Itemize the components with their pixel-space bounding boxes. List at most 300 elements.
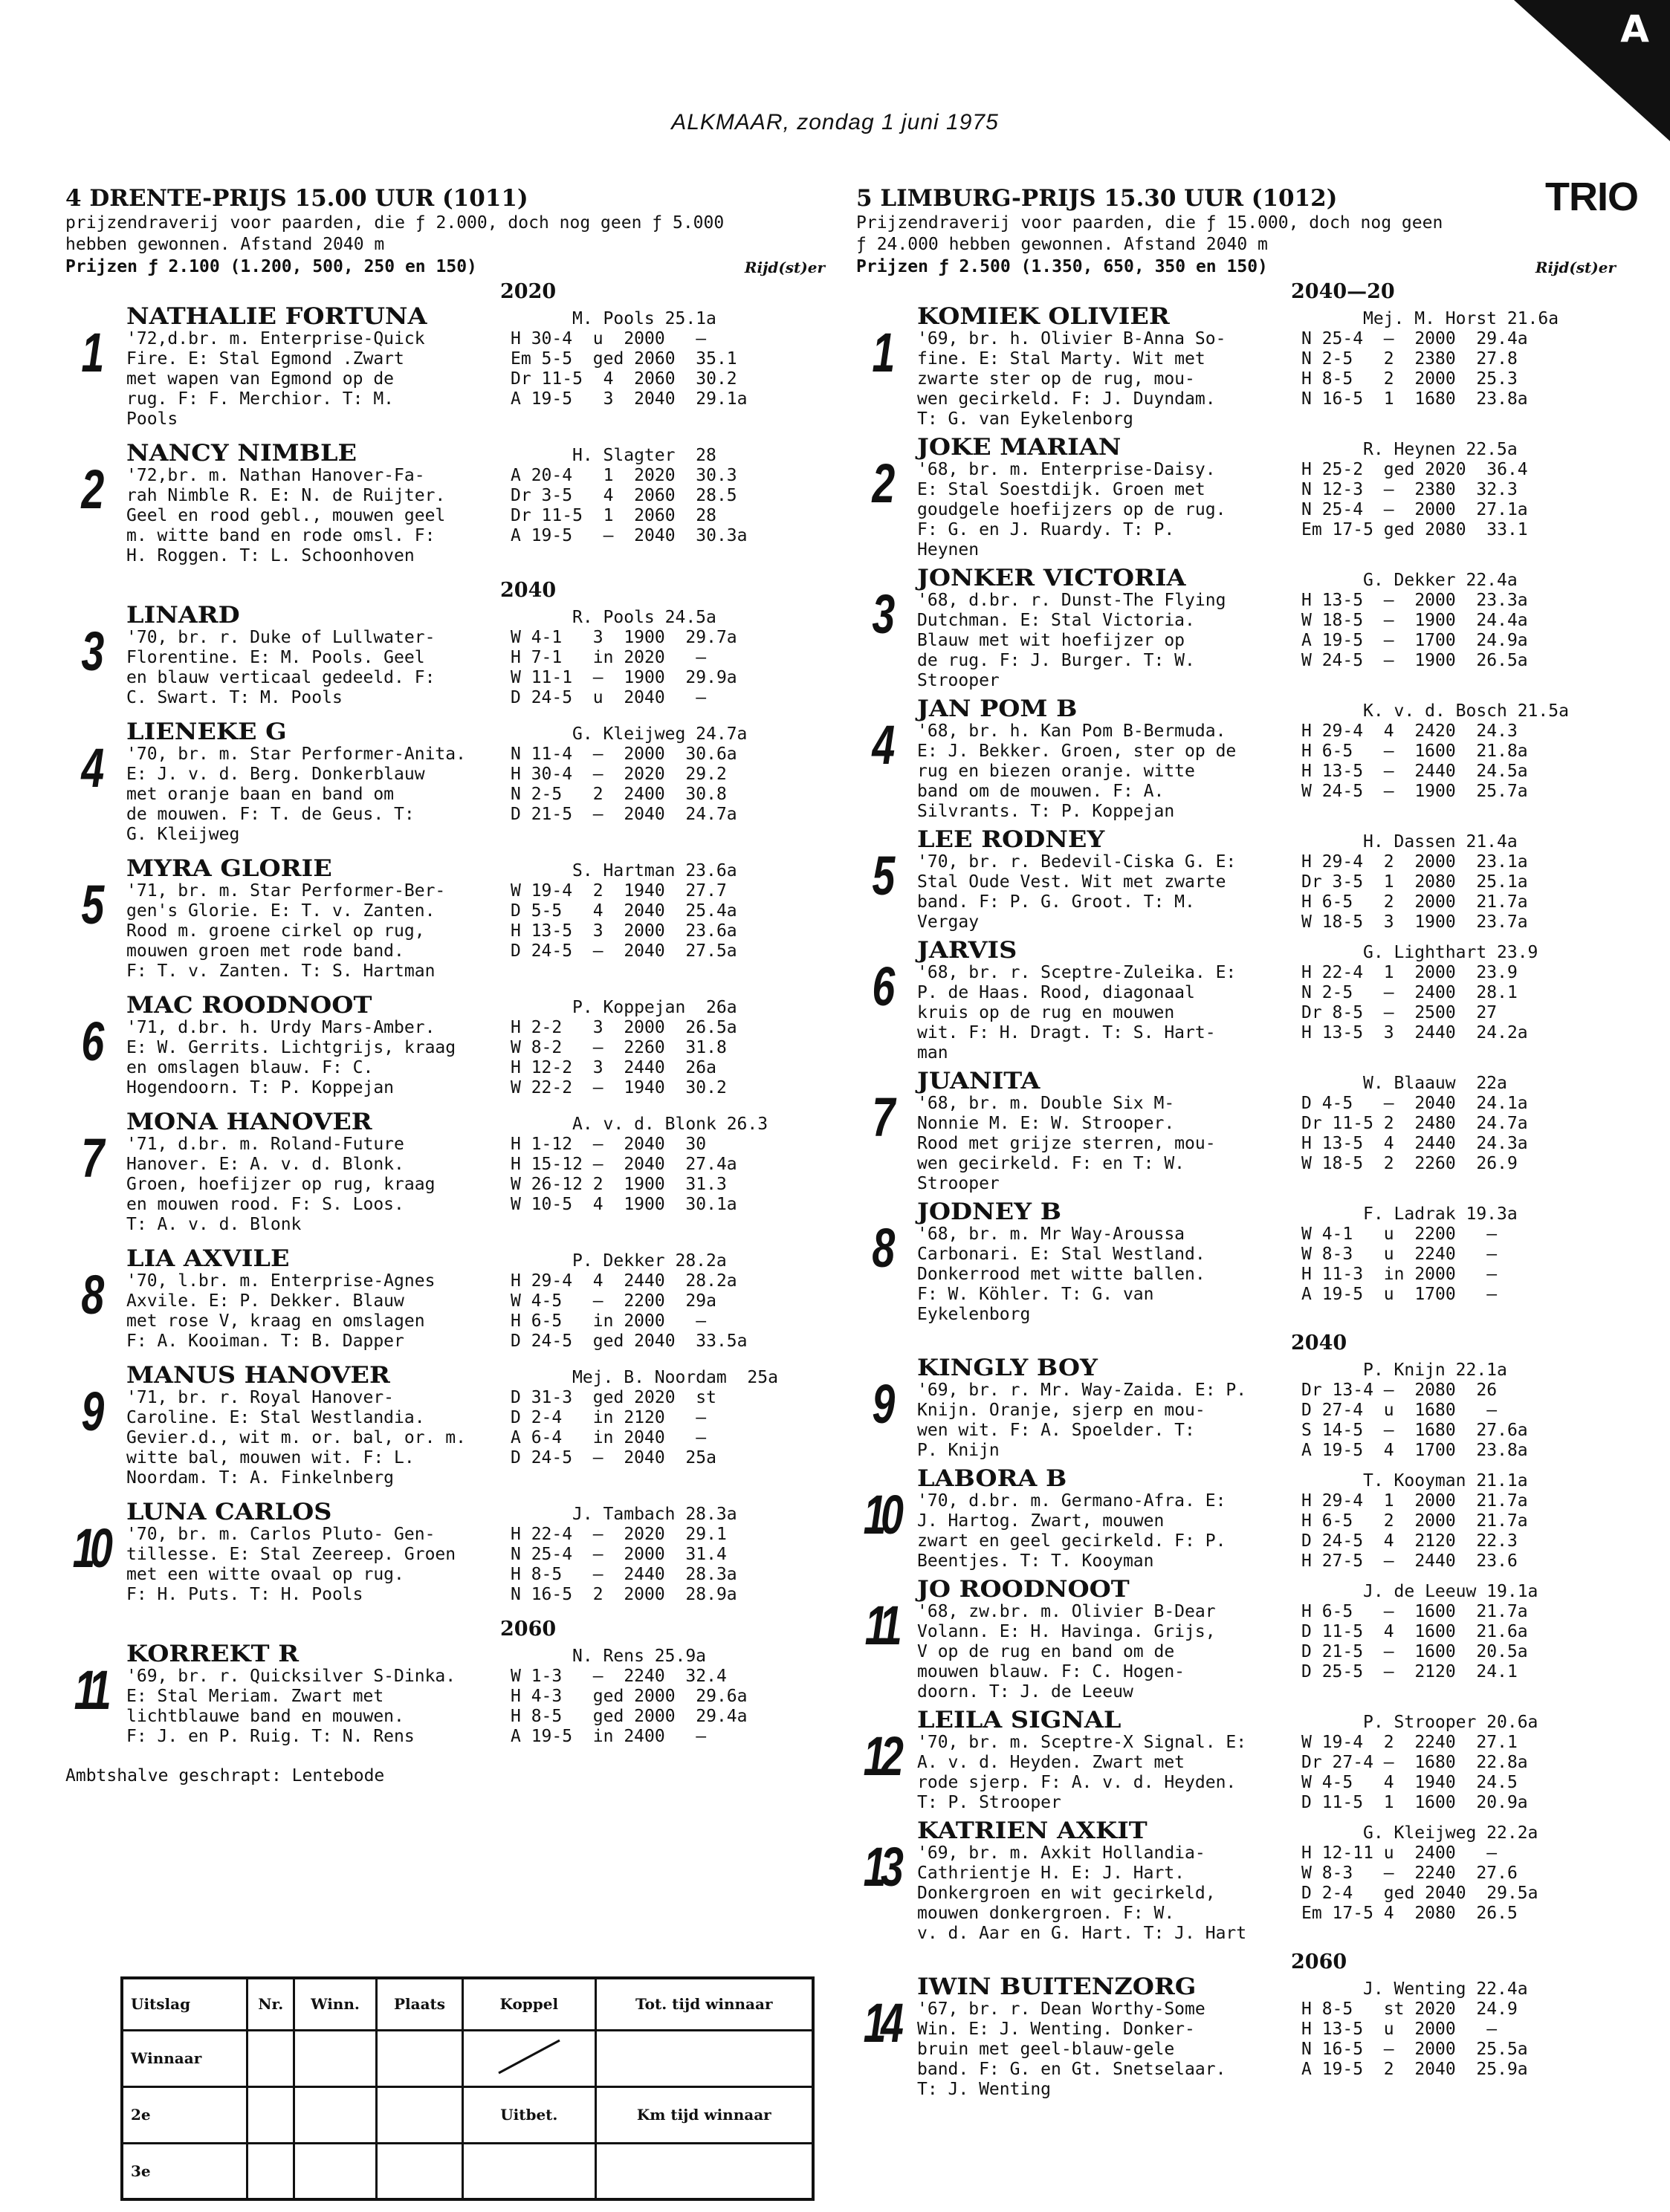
entry-number: 13: [863, 1836, 899, 1898]
description-line: '71, d.br. m. Roland-Future: [126, 1135, 404, 1154]
race-conditions: Prijzendraverij voor paarden, die ƒ 15.000, doch nog geen: [856, 213, 1443, 233]
description-line: E: W. Gerrits. Lichtgrijs, kraag: [126, 1038, 456, 1057]
description-line: F: G. en J. Ruardy. T: P.: [917, 520, 1175, 539]
horse-entry: [856, 1708, 1629, 1819]
description-line: '69, br. h. Olivier B-Anna So-: [917, 329, 1226, 348]
recent-form: [511, 745, 737, 845]
description-line: '70, br. r. Duke of Lullwater-: [126, 628, 436, 647]
horse-name: IWIN BUITENZORG: [917, 1973, 1197, 2000]
form-line: H 29-4 1 2000 21.7a: [1301, 1491, 1528, 1511]
form-line: N 2-5 2 2380 27.8: [1301, 349, 1518, 369]
description-line: Vergay: [917, 912, 980, 932]
trio-label: TRIO: [1545, 175, 1638, 219]
horse-description: [917, 963, 1301, 1063]
result-row-3e: 3e: [122, 2143, 247, 2199]
form-line: D 4-5 — 2040 24.1a: [1301, 1094, 1528, 1113]
result-header-plaats: Plaats: [376, 1978, 462, 2030]
form-line: N 11-4 — 2000 30.6a: [511, 745, 737, 764]
recent-form: [511, 628, 737, 708]
horse-description: [126, 1135, 511, 1235]
horse-entry: [65, 1247, 838, 1363]
form-line: H 13-5 — 2440 24.5a: [1301, 762, 1528, 781]
horse-description: [917, 1225, 1301, 1325]
horse-description: [917, 591, 1301, 691]
prize-row: [856, 256, 1629, 279]
horse-body: [917, 1094, 1629, 1194]
entry-number: 6: [872, 956, 890, 1017]
form-line: D 27-4 u 1680 —: [1301, 1401, 1498, 1420]
result-header-tot-tijd: Tot. tijd winnaar: [595, 1978, 813, 2030]
horse-name: KINGLY BOY: [917, 1355, 1098, 1381]
description-line: man: [917, 1043, 948, 1063]
horse-header: [917, 1819, 1629, 1843]
description-line: gen's Glorie. E: T. v. Zanten.: [126, 901, 436, 921]
driver-name: P. Strooper 20.6a: [1363, 1713, 1538, 1732]
race-conditions: prijzendraverij voor paarden, die ƒ 2.000, doch nog geen ƒ 5.000: [65, 213, 725, 233]
horse-body: [917, 852, 1629, 933]
form-line: H 8-5 — 2440 28.3a: [511, 1565, 737, 1584]
form-line: Dr 3-5 4 2060 28.5: [511, 486, 737, 505]
description-line: zwarte ster op de rug, mou-: [917, 369, 1195, 389]
horse-header: [917, 828, 1629, 852]
description-line: '70, br. r. Bedevil-Ciska G. E:: [917, 852, 1237, 872]
form-line: H 4-3 ged 2000 29.6a: [511, 1687, 748, 1706]
form-line: A 19-5 2 2040 25.9a: [1301, 2060, 1528, 2079]
form-line: A 19-5 4 1700 23.8a: [1301, 1441, 1528, 1460]
horse-description: [126, 1388, 511, 1488]
horse-header: [917, 1577, 1629, 1602]
form-line: H 8-5 st 2020 24.9: [1301, 1999, 1518, 2019]
horse-header: [126, 857, 838, 881]
horse-body: [917, 1843, 1629, 1944]
horse-header: [917, 1069, 1629, 1094]
form-line: N 25-4 — 2000 27.1a: [1301, 500, 1528, 519]
form-line: D 24-5 — 2040 25a: [511, 1448, 716, 1467]
horse-header: [917, 697, 1629, 721]
form-line: W 4-1 u 2200 —: [1301, 1225, 1498, 1244]
description-line: Carbonari. E: Stal Westland.: [917, 1245, 1205, 1264]
driver-name: J. de Leeuw 19.1a: [1363, 1582, 1538, 1601]
horse-name: JO ROODNOOT: [917, 1576, 1130, 1603]
description-line: P. Knijn: [917, 1441, 1000, 1460]
recent-form: [1301, 1491, 1528, 1572]
prize-row: [65, 256, 838, 279]
horse-header: [126, 1363, 838, 1388]
slash-mark: [488, 2034, 570, 2079]
horse-body: [126, 628, 838, 708]
horse-body: [126, 1135, 838, 1235]
horse-header: [126, 1642, 838, 1667]
form-line: H 6-5 2 2000 21.7a: [1301, 1511, 1528, 1531]
horse-entry: [856, 1200, 1629, 1331]
description-line: '68, br. r. Sceptre-Zuleika. E:: [917, 963, 1237, 982]
recent-form: [1301, 460, 1528, 560]
horse-description: [917, 329, 1301, 429]
description-line: band. F: P. G. Groot. T: M.: [917, 892, 1195, 912]
form-line: W 8-2 — 2260 31.8: [511, 1038, 727, 1057]
description-line: mouwen donkergroen. F: W.: [917, 1904, 1175, 1923]
result-cell[interactable]: [247, 2086, 294, 2143]
horse-body: [917, 1733, 1629, 1813]
result-cell[interactable]: [247, 2143, 294, 2199]
horse-body: [126, 1388, 838, 1488]
form-line: H 13-5 3 2000 23.6a: [511, 921, 737, 941]
driver-name: Mej. B. Noordam 25a: [572, 1368, 778, 1387]
horse-name: JONKER VICTORIA: [917, 565, 1186, 591]
driver-name: P. Koppejan 26a: [572, 998, 737, 1017]
distance-group-label: 2020: [500, 280, 557, 303]
description-line: F: T. v. Zanten. T: S. Hartman: [126, 961, 436, 981]
recent-form: [1301, 1381, 1528, 1461]
horse-body: [917, 329, 1629, 429]
horse-entry: [856, 1819, 1629, 1950]
description-line: m. witte band en rode omsl. F:: [126, 526, 436, 545]
horse-description: [917, 1381, 1301, 1461]
koppel-slash-cell: [463, 2030, 596, 2086]
description-line: Donkerrood met witte ballen.: [917, 1265, 1205, 1284]
result-cell[interactable]: [376, 2030, 462, 2086]
description-line: met wapen van Egmond op de: [126, 369, 395, 389]
rider-header: Rijd(st)er: [744, 259, 825, 276]
race-prizes: Prijzen ƒ 2.100 (1.200, 500, 250 en 150): [65, 257, 477, 276]
form-line: H 25-2 ged 2020 36.4: [1301, 460, 1528, 479]
form-line: N 2-5 2 2400 30.8: [511, 785, 727, 804]
horse-body: [917, 721, 1629, 822]
description-line: Caroline. E: Stal Westlandia.: [126, 1408, 425, 1427]
form-line: H 8-5 2 2000 25.3: [1301, 369, 1518, 389]
description-line: wen wit. F: A. Spoelder. T:: [917, 1421, 1195, 1440]
driver-name: M. Pools 25.1a: [572, 309, 716, 328]
form-line: A 19-5 — 2040 30.3a: [511, 526, 748, 545]
description-line: band om de mouwen. F: A.: [917, 782, 1165, 801]
result-cell[interactable]: [247, 2030, 294, 2086]
driver-name: R. Pools 24.5a: [572, 608, 716, 627]
result-cell[interactable]: [294, 2030, 376, 2086]
recent-form: [1301, 1999, 1528, 2100]
form-line: D 21-5 — 2040 24.7a: [511, 805, 737, 824]
form-line: H 29-4 4 2420 24.3: [1301, 721, 1518, 741]
form-line: D 11-5 1 1600 20.9a: [1301, 1793, 1528, 1812]
form-line: H 13-5 — 2000 23.3a: [1301, 591, 1528, 610]
recent-form: [511, 881, 737, 982]
description-line: '72,d.br. m. Enterprise-Quick: [126, 329, 425, 348]
description-line: Hogendoorn. T: P. Koppejan: [126, 1078, 395, 1097]
description-line: Gevier.d., wit m. or. bal, or. m.: [126, 1428, 466, 1447]
description-line: '68, d.br. r. Dunst-The Flying: [917, 591, 1226, 610]
driver-name: G. Lighthart 23.9: [1363, 943, 1538, 962]
horse-name: JODNEY B: [917, 1199, 1062, 1225]
horse-name: KATRIEN AXKIT: [917, 1817, 1148, 1844]
horse-entry: [856, 1975, 1629, 2106]
description-line: Geel en rood gebl., mouwen geel: [126, 506, 446, 525]
form-line: D 25-5 — 2120 24.1: [1301, 1662, 1518, 1681]
horse-header: [126, 1247, 838, 1271]
form-line: D 31-3 ged 2020 st: [511, 1388, 716, 1407]
horse-header: [126, 993, 838, 1018]
horse-name: LIENEKE G: [126, 719, 287, 745]
form-line: W 18-5 3 1900 23.7a: [1301, 912, 1528, 932]
horse-name: NANCY NIMBLE: [126, 440, 357, 467]
result-cell[interactable]: [595, 2030, 813, 2086]
description-line: Fire. E: Stal Egmond .Zwart: [126, 349, 404, 369]
horse-body: [126, 466, 838, 566]
horse-name: LEE RODNEY: [917, 826, 1105, 853]
distance-group-label: 2040: [1291, 1332, 1347, 1355]
description-line: T: P. Strooper: [917, 1793, 1061, 1812]
description-line: witte bal, mouwen wit. F: L.: [126, 1448, 415, 1467]
horse-entry: [65, 720, 838, 857]
horse-header: [126, 441, 838, 466]
form-line: W 4-5 — 2200 29a: [511, 1291, 716, 1311]
description-line: lichtblauwe band en mouwen.: [126, 1707, 404, 1726]
horse-entry: [65, 1363, 838, 1500]
horse-header: [126, 1110, 838, 1135]
form-line: H 13-5 u 2000 —: [1301, 2020, 1498, 2039]
description-line: T: J. Wenting: [917, 2080, 1052, 2099]
description-line: Hanover. E: A. v. d. Blonk.: [126, 1155, 404, 1174]
form-line: D 2-4 ged 2040 29.5a: [1301, 1884, 1538, 1903]
driver-name: W. Blaauw 22a: [1363, 1074, 1507, 1093]
horse-name: JOKE MARIAN: [917, 434, 1122, 461]
form-line: W 19-4 2 2240 27.1: [1301, 1733, 1518, 1752]
form-line: H 13-5 3 2440 24.2a: [1301, 1023, 1528, 1042]
description-line: wen gecirkeld. F: J. Duyndam.: [917, 389, 1216, 409]
description-line: Florentine. E: M. Pools. Geel: [126, 648, 425, 667]
horse-entry: [856, 305, 1629, 435]
horse-description: [917, 1602, 1301, 1702]
description-line: rah Nimble R. E: N. de Ruijter.: [126, 486, 446, 505]
recent-form: [1301, 1843, 1538, 1944]
driver-name: P. Knijn 22.1a: [1363, 1360, 1507, 1380]
form-line: N 16-5 1 1680 23.8a: [1301, 389, 1528, 409]
description-line: rug. F: F. Merchior. T: M.: [126, 389, 395, 409]
form-line: W 22-2 — 1940 30.2: [511, 1078, 727, 1097]
entry-number: 8: [81, 1264, 99, 1326]
form-line: H 15-12 — 2040 27.4a: [511, 1155, 737, 1174]
result-cell[interactable]: [595, 2143, 813, 2199]
driver-name: F. Ladrak 19.3a: [1363, 1204, 1518, 1224]
description-line: zwart en geel gecirkeld. F: P.: [917, 1531, 1226, 1551]
entry-number: 2: [81, 458, 99, 520]
result-cell[interactable]: [463, 2143, 596, 2199]
horse-body: [917, 1225, 1629, 1325]
horse-description: [917, 1733, 1301, 1813]
entry-number: 1: [81, 322, 99, 383]
description-line: band. F: G. en Gt. Snetselaar.: [917, 2060, 1226, 2079]
description-line: goudgele hoefijzers op de rug.: [917, 500, 1226, 519]
horse-header: [917, 435, 1629, 460]
horse-description: [917, 1094, 1301, 1194]
description-line: Eykelenborg: [917, 1305, 1031, 1324]
horse-entry: [65, 1642, 838, 1759]
rider-header: Rijd(st)er: [1535, 259, 1616, 276]
horse-body: [126, 1271, 838, 1352]
horse-entry: [65, 305, 838, 441]
driver-name: S. Hartman 23.6a: [572, 861, 737, 880]
description-line: en mouwen rood. F: S. Loos.: [126, 1195, 404, 1214]
description-line: A. v. d. Heyden. Zwart met: [917, 1753, 1185, 1772]
horse-name: MYRA GLORIE: [126, 855, 332, 882]
driver-name: H. Slagter 28: [572, 446, 716, 465]
description-line: T: G. van Eykelenborg: [917, 409, 1133, 429]
horse-entry: [856, 1577, 1629, 1708]
driver-name: A. v. d. Blonk 26.3: [572, 1115, 768, 1134]
description-line: Pools: [126, 409, 178, 429]
description-line: E: J. Bekker. Groen, ster op de: [917, 742, 1237, 761]
form-line: H 22-4 — 2020 29.1: [511, 1525, 727, 1544]
horse-name: JAN POM B: [917, 695, 1078, 722]
description-line: met oranje baan en band om: [126, 785, 395, 804]
description-line: Groen, hoefijzer op rug, kraag: [126, 1175, 436, 1194]
entry-number: 14: [863, 1992, 899, 2054]
race-5: [856, 175, 1638, 2106]
description-line: '68, zw.br. m. Olivier B-Dear: [917, 1602, 1216, 1621]
result-cell[interactable]: [294, 2086, 376, 2143]
corner-letter: A: [1620, 7, 1649, 51]
horse-name: KOMIEK OLIVIER: [917, 303, 1170, 330]
horse-entry: [856, 435, 1629, 566]
horse-body: [917, 1491, 1629, 1572]
result-cell[interactable]: [376, 2143, 462, 2199]
recent-form: [511, 1018, 737, 1098]
form-line: H 7-1 in 2020 —: [511, 648, 707, 667]
description-line: fine. E: Stal Marty. Wit met: [917, 349, 1205, 369]
result-header-nr: Nr.: [247, 1978, 294, 2030]
description-line: wit. F: H. Dragt. T: S. Hart-: [917, 1023, 1216, 1042]
recent-form: [1301, 721, 1528, 822]
horse-entry: [856, 1069, 1629, 1200]
horse-description: [917, 721, 1301, 822]
result-header-winn: Winn.: [294, 1978, 376, 2030]
description-line: Axvile. E: P. Dekker. Blauw: [126, 1291, 404, 1311]
result-row-2e: 2e: [122, 2086, 247, 2143]
form-line: W 10-5 4 1900 30.1a: [511, 1195, 737, 1214]
form-line: H 27-5 — 2440 23.6: [1301, 1551, 1518, 1571]
description-line: Silvrants. T: P. Koppejan: [917, 802, 1175, 821]
description-line: '70, l.br. m. Enterprise-Agnes: [126, 1271, 436, 1291]
result-km-tijd-label: Km tijd winnaar: [595, 2086, 813, 2143]
entry-number: 3: [872, 583, 890, 645]
recent-form: [1301, 1602, 1528, 1702]
form-line: W 24-5 — 1900 25.7a: [1301, 782, 1528, 801]
form-line: N 25-4 — 2000 29.4a: [1301, 329, 1528, 348]
description-line: '71, br. m. Star Performer-Ber-: [126, 881, 446, 901]
description-line: Nonnie M. E: W. Strooper.: [917, 1114, 1175, 1133]
horse-body: [917, 963, 1629, 1063]
description-line: Cathrientje H. E: J. Hart.: [917, 1864, 1185, 1883]
form-line: Dr 27-4 — 1680 22.8a: [1301, 1753, 1528, 1772]
distance-group-label: 2060: [1291, 1950, 1347, 1973]
race-prizes: Prijzen ƒ 2.500 (1.350, 650, 350 en 150): [856, 257, 1268, 276]
description-line: wen gecirkeld. F: en T: W.: [917, 1154, 1185, 1173]
horse-entry: [856, 1356, 1629, 1467]
distance-group-label: 2060: [500, 1618, 557, 1641]
horse-description: [126, 1271, 511, 1352]
horse-body: [126, 329, 838, 429]
description-line: P. de Haas. Rood, diagonaal: [917, 983, 1195, 1002]
description-line: '70, d.br. m. Germano-Afra. E:: [917, 1491, 1226, 1511]
form-line: H 6-5 in 2000 —: [511, 1311, 707, 1331]
form-line: W 26-12 2 1900 31.3: [511, 1175, 727, 1194]
description-line: H. Roggen. T: L. Schoonhoven: [126, 546, 415, 565]
horse-description: [917, 460, 1301, 560]
horse-entry: [856, 828, 1629, 938]
horse-name: NATHALIE FORTUNA: [126, 303, 427, 330]
driver-name: G. Dekker 22.4a: [1363, 571, 1518, 590]
form-line: D 24-5 — 2040 27.5a: [511, 941, 737, 961]
description-line: '72,br. m. Nathan Hanover-Fa-: [126, 466, 425, 485]
form-line: D 24-5 u 2040 —: [511, 688, 707, 707]
result-cell[interactable]: [376, 2086, 462, 2143]
form-line: Dr 3-5 1 2080 25.1a: [1301, 872, 1528, 892]
horse-header: [917, 1467, 1629, 1491]
entry-number: 5: [872, 845, 890, 906]
recent-form: [1301, 1225, 1497, 1325]
recent-form: [1301, 1733, 1528, 1813]
form-line: Dr 8-5 — 2500 27: [1301, 1003, 1498, 1022]
horse-description: [126, 466, 511, 566]
horse-header: [917, 1708, 1629, 1733]
driver-name: P. Dekker 28.2a: [572, 1251, 727, 1271]
result-header-koppel: Koppel: [463, 1978, 596, 2030]
description-line: kruis op de rug en mouwen: [917, 1003, 1175, 1022]
description-line: C. Swart. T: M. Pools: [126, 688, 343, 707]
horse-description: [917, 1491, 1301, 1572]
horse-name: LINARD: [126, 602, 240, 629]
horse-header: [917, 566, 1629, 591]
description-line: '71, br. r. Royal Hanover-: [126, 1388, 395, 1407]
form-line: W 4-5 4 1940 24.5: [1301, 1773, 1518, 1792]
horse-description: [126, 628, 511, 708]
form-line: D 21-5 — 1600 20.5a: [1301, 1642, 1528, 1661]
form-line: W 19-4 2 1940 27.7: [511, 881, 727, 901]
entry-number: 11: [864, 1595, 897, 1656]
description-line: Noordam. T: A. Finkelnberg: [126, 1468, 395, 1488]
result-cell[interactable]: [294, 2143, 376, 2199]
description-line: de rug. F: J. Burger. T: W.: [917, 651, 1195, 670]
driver-name: H. Dassen 21.4a: [1363, 832, 1518, 852]
form-line: Dr 11-5 1 2060 28: [511, 506, 716, 525]
description-line: F: H. Puts. T: H. Pools: [126, 1585, 363, 1604]
entry-number: 7: [81, 1127, 99, 1189]
form-line: N 2-5 — 2400 28.1: [1301, 983, 1518, 1002]
recent-form: [511, 1667, 748, 1747]
horse-header: [126, 720, 838, 745]
form-line: H 30-4 u 2000 —: [511, 329, 707, 348]
form-line: H 6-5 — 1600 21.8a: [1301, 742, 1528, 761]
description-line: Dutchman. E: Stal Victoria.: [917, 611, 1195, 630]
form-line: H 8-5 ged 2000 29.4a: [511, 1707, 748, 1726]
horse-name: JUANITA: [917, 1068, 1040, 1094]
horse-description: [126, 881, 511, 982]
form-line: Em 17-5 ged 2080 33.1: [1301, 520, 1528, 539]
race-conditions: hebben gewonnen. Afstand 2040 m: [65, 235, 385, 254]
form-line: A 20-4 1 2020 30.3: [511, 466, 737, 485]
form-line: Dr 11-5 4 2060 30.2: [511, 369, 737, 389]
horse-header: [917, 938, 1629, 963]
recent-form: [1301, 1094, 1528, 1194]
form-line: H 29-4 4 2440 28.2a: [511, 1271, 737, 1291]
horse-description: [126, 745, 511, 845]
description-line: Blauw met wit hoefijzer op: [917, 631, 1185, 650]
horse-body: [917, 591, 1629, 691]
form-line: N 12-3 — 2380 32.3: [1301, 480, 1518, 499]
entry-number: 9: [81, 1381, 99, 1442]
description-line: '70, br. m. Star Performer-Anita.: [126, 745, 466, 764]
form-line: Dr 13-4 — 2080 26: [1301, 1381, 1498, 1400]
horse-entry: [65, 603, 838, 720]
description-line: T: A. v. d. Blonk: [126, 1215, 302, 1234]
